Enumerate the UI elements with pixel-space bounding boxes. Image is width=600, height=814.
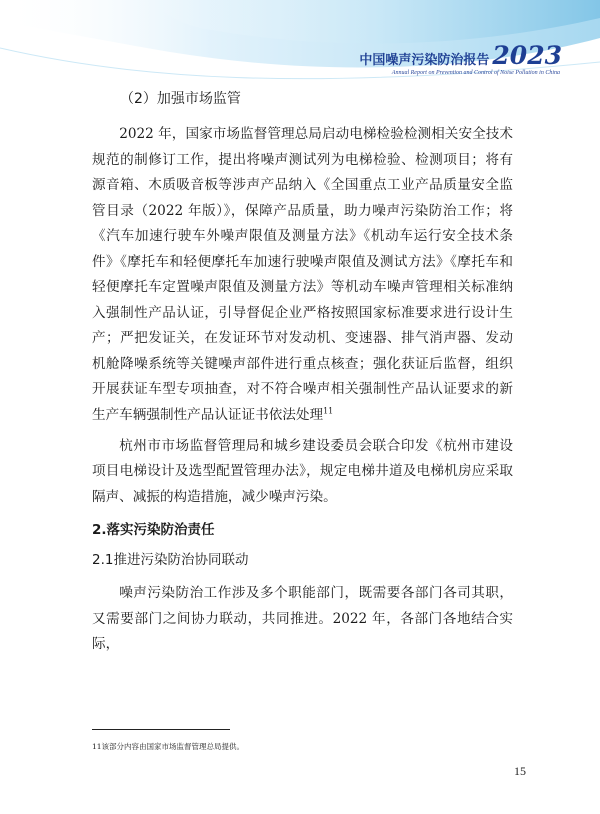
footnote-divider <box>92 729 230 730</box>
section-subheading: （2）加强市场监管 <box>120 91 241 107</box>
page-number: 15 <box>514 764 526 778</box>
footnote-reference: 11 <box>323 406 334 416</box>
paragraph-coordination: 噪声污染防治工作涉及多个职能部门，既需要各部门各司其职，又需要部门之间协力联动，共同推进。2022 年，各部门各地结合实际， <box>92 585 513 653</box>
report-subtitle: Annual Report on Prevention and Control of Noise Pollution in China <box>391 70 560 76</box>
paragraph-hangzhou: 杭州市市场监督管理局和城乡建设委员会联合印发《杭州市建设项目电梯设计及选型配置管理办法》，规定电梯井道及电梯机房应采取隔声、减振的构造措施，减少噪声污染。 <box>92 437 513 505</box>
report-year: 2023 <box>492 41 562 70</box>
heading-coordination: 2.1推进污染防治协同联动 <box>92 552 249 569</box>
page-body <box>92 87 513 658</box>
report-title: 中国噪声污染防治报告 <box>359 53 490 68</box>
paragraph-market-supervision-text: 2022 年，国家市场监督管理总局启动电梯检验检测相关安全技术规范的制修订工作，提出将噪声测试列为电梯检验、检测项目；将有源音箱、木质吸音板等涉声产品纳入《全国重点工业产品质量安全监管目录（2022 年版）》，保障产品质量，助力噪声污染防治工作；将《汽车加速行驶车外噪声限值及测量方法》《机动车运行安全技术条件》《摩托车和轻便摩托车加速行驶噪声限值及测试方法》《摩托车和轻便摩托车定置噪声限值及测量方法》等机动车噪声管理相关标准纳入强制性产品认证，引导督促企业严格按照国家标准要求进行设计生产；严把发证关，在发证环节对发动机、变速器、排气消声器、发动机舱降噪系统等关键噪声部件进行重点核查；强化获证后监督，组织开展获证车型专项抽查，对不符合噪声相关强制性产品认证要求的新生产车辆强制性产品认证证书依法处理 <box>92 126 513 424</box>
footnote: 11该部分内容由国家市场监督管理总局提供。 <box>92 742 245 751</box>
report-header-title <box>359 38 562 68</box>
paragraph-market-supervision <box>92 122 513 429</box>
heading-pollution-responsibility: 2.落实污染防治责任 <box>92 522 215 539</box>
